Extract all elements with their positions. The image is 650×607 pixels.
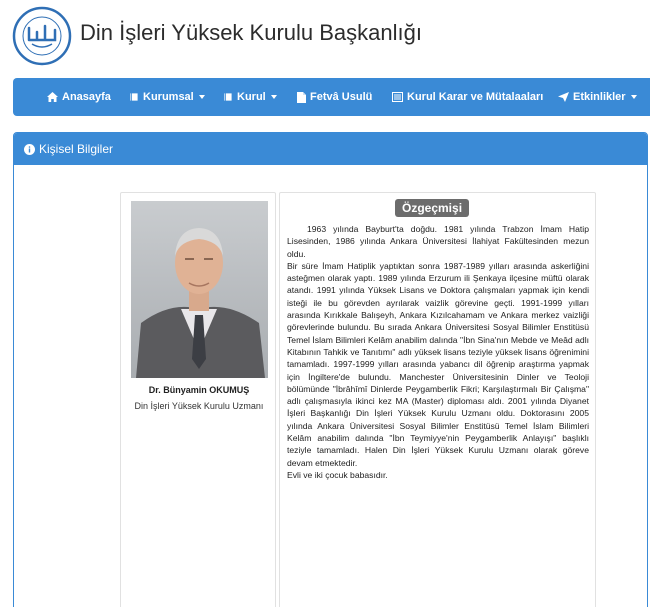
person-name: Dr. Bünyamin OKUMUŞ: [148, 385, 250, 395]
profile-card: [120, 192, 276, 607]
nav-label: Fetvâ Usulü: [310, 91, 373, 103]
home-icon: [47, 92, 58, 102]
bio-paragraph: 1963 yılında Bayburt'ta doğdu. 1981 yılında Trabzon İmam Hatip Lisesinden, 1986 yılında Ankara Üniversitesi İlahiyat Fakültesinden mezun oldu.: [287, 224, 589, 259]
list-icon: [392, 92, 403, 102]
bio-paragraph: Bir süre İmam Hatiplik yaptıktan sonra 1987-1989 yılları arasında askerliğini asteğmen olarak yaptı. 1989 yılında Erzurum ili Şenkaya ilçesine müftü olarak atandı. 1991 yılında Yüksek Lisans ve Doktora çalışmaları yapmak için kendi isteği ile bu görevden ayrılarak vaizlik görevine geçti. 1991-1999 yılları arasında Kırıkkale Balışeyh, Ankara Kızılcahamam ve Ankara merkez vaizliği görevlerinde bulundu. Bu sırada Ankara Üniversitesi Sosyal Bilimler Enstitüsü Temel İslam Bilimleri Kelâm anabilim dalında "İbn Sina'nın Mebde ve Meâd adlı Kitabının Tahkik ve Tanıtımı" adlı yüksek lisans teziyle yüksek lisans öğrenimini tamamladı. 1997-1999 yılları arasında yabancı dil öğrenip araştırma yapmak için İngiltere'de bulundu. Manchester Üniversitesinin Dinler ve Teoloji bölümünde "İbrâhîmî Dinlerde Peygamberlik Fikri; Karşılaştırmalı Bir Çalışma" adlı çalışmasıyla ikinci kez MA (Master) diploması aldı. 2001 yılında Diyanet İşleri Başkanlığı Din İşleri Yüksek Kurulu Uzmanı oldu. Doktorasını 2005 yılında Ankara Üniversitesi Sosyal Bilimler Enstitüsü Temel İslam Bilimleri Kelâm anabilim dalında "İbn Teymiyye'nin Peygamberlik Anlayışı" başlıklı teziyle tamamladı. Halen Din İşleri Yüksek Kurulu Uzmanı olarak göreve devam etmektedir.: [287, 260, 589, 468]
profile-photo: [131, 201, 268, 378]
site-logo[interactable]: [12, 6, 72, 66]
file-icon: [297, 92, 306, 103]
nav-item-anasayfa[interactable]: [47, 78, 111, 116]
book-icon: [129, 92, 139, 102]
nav-label: Etkinlikler: [573, 91, 626, 103]
person-portrait-icon: [131, 201, 268, 378]
nav-label: Anasayfa: [62, 91, 111, 103]
nav-item-etkinlikler[interactable]: [558, 78, 637, 116]
nav-item-fetva-usulu[interactable]: [297, 78, 372, 116]
nav-item-kurul[interactable]: [223, 78, 277, 116]
nav-label: Kurumsal: [143, 91, 194, 103]
send-icon: [558, 92, 569, 102]
site-title[interactable]: Din İşleri Yüksek Kurulu Başkanlığı: [80, 20, 422, 45]
main-navbar: [13, 78, 650, 116]
nav-item-kurumsal[interactable]: [129, 78, 205, 116]
panel-title: Kişisel Bilgiler: [39, 142, 114, 156]
biography-text: [287, 223, 589, 481]
biography-card: [279, 192, 596, 607]
caret-down-icon: [199, 95, 205, 99]
book-icon: [223, 92, 233, 102]
caret-down-icon: [631, 95, 637, 99]
nav-label: Kurul: [237, 91, 266, 103]
diyanet-logo-icon: [12, 6, 72, 66]
bio-paragraph: Evli ve iki çocuk babasıdır.: [287, 469, 388, 480]
panel-heading: [14, 133, 647, 165]
info-circle-icon: [24, 144, 35, 155]
personal-info-panel: [13, 132, 648, 607]
panel-body: [14, 165, 647, 607]
biography-label: Özgeçmişi: [395, 199, 469, 217]
site-header: [0, 0, 650, 72]
caret-down-icon: [271, 95, 277, 99]
nav-label: Kurul Karar ve Mütalaaları: [407, 91, 544, 103]
nav-item-kurul-karar[interactable]: [392, 78, 543, 116]
person-title: Din İşleri Yüksek Kurulu Uzmanı: [134, 401, 264, 411]
